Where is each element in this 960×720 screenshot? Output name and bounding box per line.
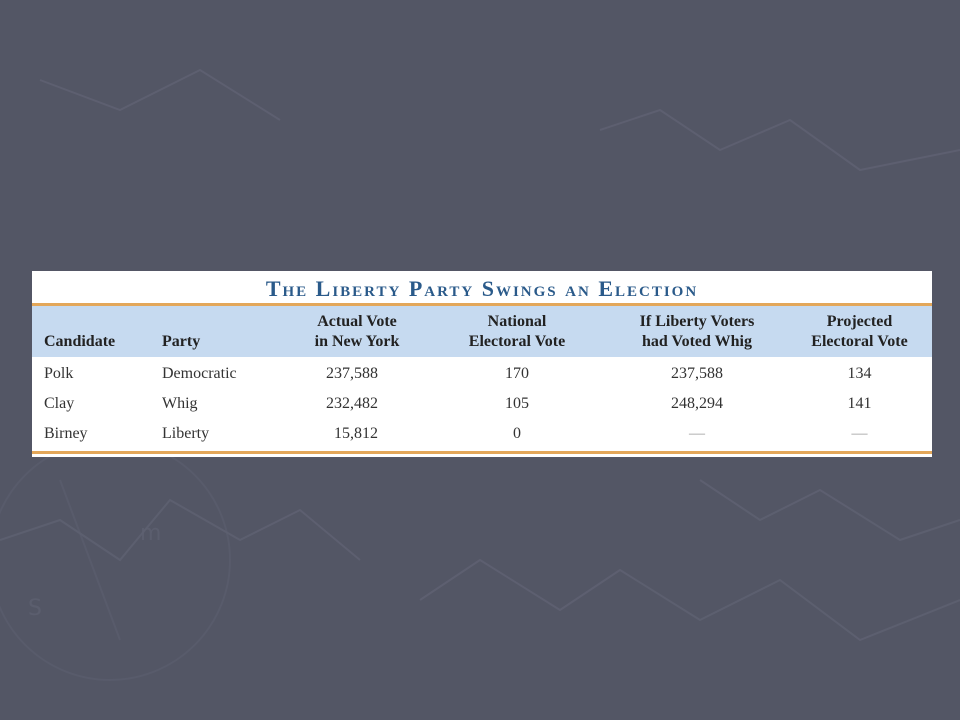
cell-projected-electoral-vote: 134 xyxy=(847,365,872,382)
svg-text:m: m xyxy=(140,521,162,546)
table-row xyxy=(32,419,932,449)
cell-if-liberty-voted-whig: 237,588 xyxy=(671,365,723,382)
table-row xyxy=(32,389,932,419)
cell-actual-vote: 237,588 xyxy=(326,365,378,382)
table-title: The Liberty Party Swings an Election xyxy=(265,276,699,301)
col-header-party: Party xyxy=(162,333,201,350)
cell-national-electoral-vote: 105 xyxy=(505,395,529,412)
table-row xyxy=(32,359,932,389)
col-header-projected-electoral-vote: Projected Electoral Vote xyxy=(811,313,908,350)
table-header xyxy=(32,306,932,357)
cell-actual-vote: 232,482 xyxy=(326,395,378,412)
cell-candidate: Clay xyxy=(44,395,75,412)
col-header-actual-vote: Actual Vote in New York xyxy=(314,313,400,350)
cell-party: Liberty xyxy=(162,425,210,442)
cell-candidate: Birney xyxy=(44,425,88,442)
cell-national-electoral-vote: 170 xyxy=(505,365,529,382)
svg-text:S: S xyxy=(28,596,42,621)
cell-actual-vote: 15,812 xyxy=(334,425,378,442)
cell-party: Democratic xyxy=(162,365,237,382)
col-header-national-electoral-vote: National Electoral Vote xyxy=(468,313,566,350)
cell-party: Whig xyxy=(162,395,198,412)
cell-projected-electoral-vote: 141 xyxy=(847,395,872,412)
cell-national-electoral-vote: 0 xyxy=(513,425,521,442)
col-header-if-liberty-voted-whig: If Liberty Voters had Voted Whig xyxy=(639,313,755,350)
bottom-rule xyxy=(32,451,932,454)
cell-if-liberty-voted-whig: — xyxy=(689,425,705,442)
cell-projected-electoral-vote: — xyxy=(851,425,868,442)
cell-candidate: Polk xyxy=(44,365,74,382)
election-table xyxy=(32,271,932,457)
cell-if-liberty-voted-whig: 248,294 xyxy=(671,395,723,412)
col-header-candidate: Candidate xyxy=(44,333,116,350)
